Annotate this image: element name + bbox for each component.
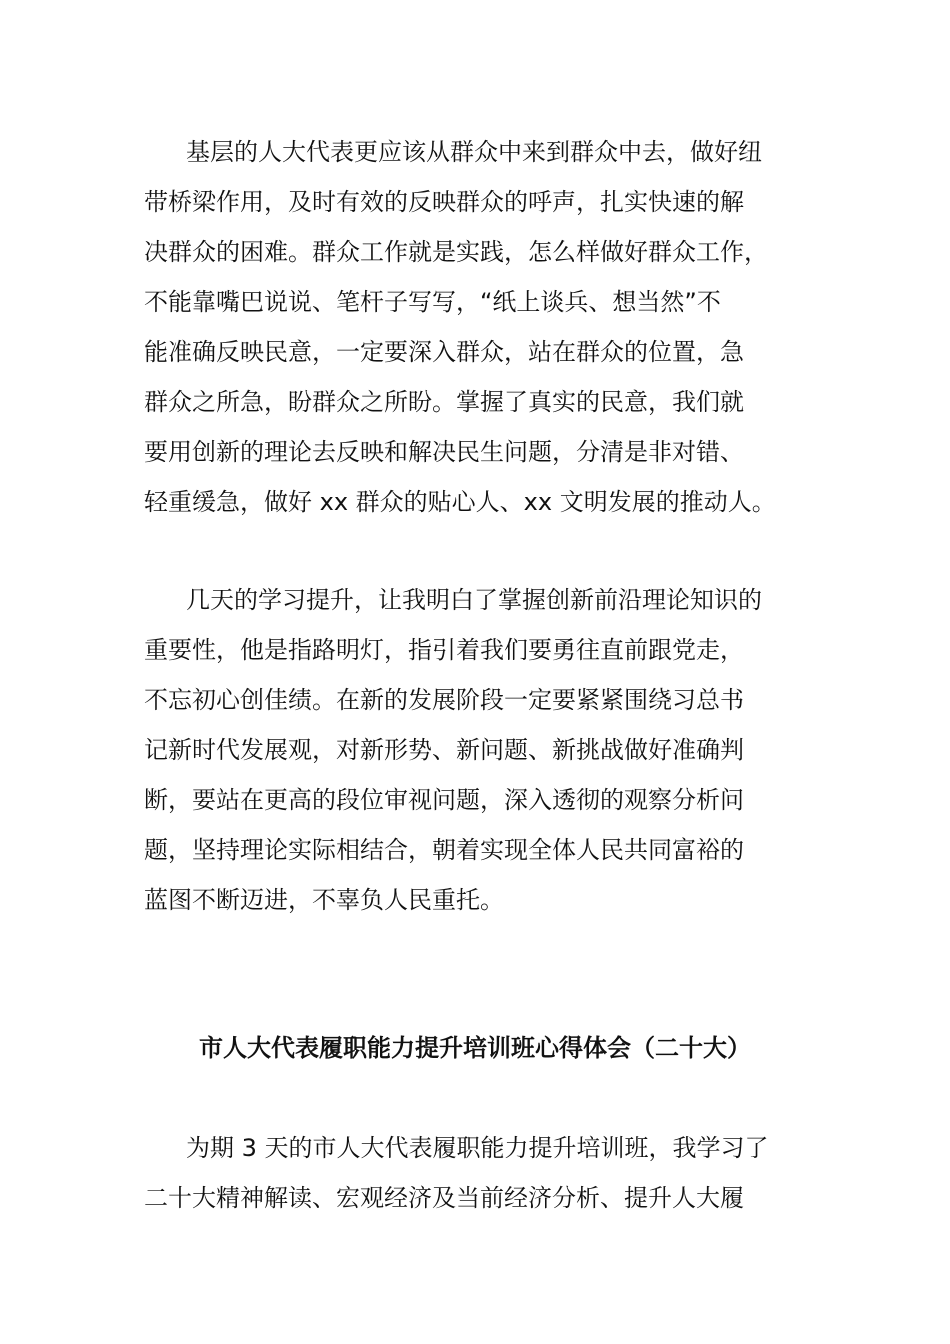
text-line: 能准确反映民意，一定要深入群众，站在群众的位置，急 (144, 338, 744, 366)
text-line: 几天的学习提升，让我明白了掌握创新前沿理论知识的 (186, 586, 762, 614)
text-line: 断，要站在更高的段位审视问题，深入透彻的观察分析问 (144, 786, 744, 814)
text-line: 群众之所急，盼群众之所盼。掌握了真实的民意，我们就 (144, 388, 744, 416)
text-line: 蓝图不断迈进，不辜负人民重托。 (144, 886, 504, 914)
text-line: 轻重缓急，做好 xx 群众的贴心人、xx 文明发展的推动人。 (144, 488, 776, 516)
text-line: 不能靠嘴巴说说、笔杆子写写，“纸上谈兵、想当然”不 (144, 288, 721, 316)
text-line: 记新时代发展观，对新形势、新问题、新挑战做好准确判 (144, 736, 744, 764)
text-line: 带桥梁作用，及时有效的反映群众的呼声，扎实快速的解 (144, 188, 744, 216)
text-line: 二十大精神解读、宏观经济及当前经济分析、提升人大履 (144, 1184, 744, 1212)
section-heading: 市人大代表履职能力提升培训班心得体会（二十大） (199, 1034, 751, 1062)
text-line: 不忘初心创佳绩。在新的发展阶段一定要紧紧围绕习总书 (144, 686, 744, 714)
text-line: 重要性，他是指路明灯，指引着我们要勇往直前跟党走， (144, 636, 744, 664)
text-line: 决群众的困难。群众工作就是实践，怎么样做好群众工作， (144, 238, 768, 266)
text-line: 要用创新的理论去反映和解决民生问题，分清是非对错、 (144, 438, 744, 466)
text-line: 题，坚持理论实际相结合，朝着实现全体人民共同富裕的 (144, 836, 744, 864)
text-line: 基层的人大代表更应该从群众中来到群众中去，做好纽 (186, 138, 762, 166)
text-line: 为期 3 天的市人大代表履职能力提升培训班，我学习了 (186, 1134, 769, 1162)
